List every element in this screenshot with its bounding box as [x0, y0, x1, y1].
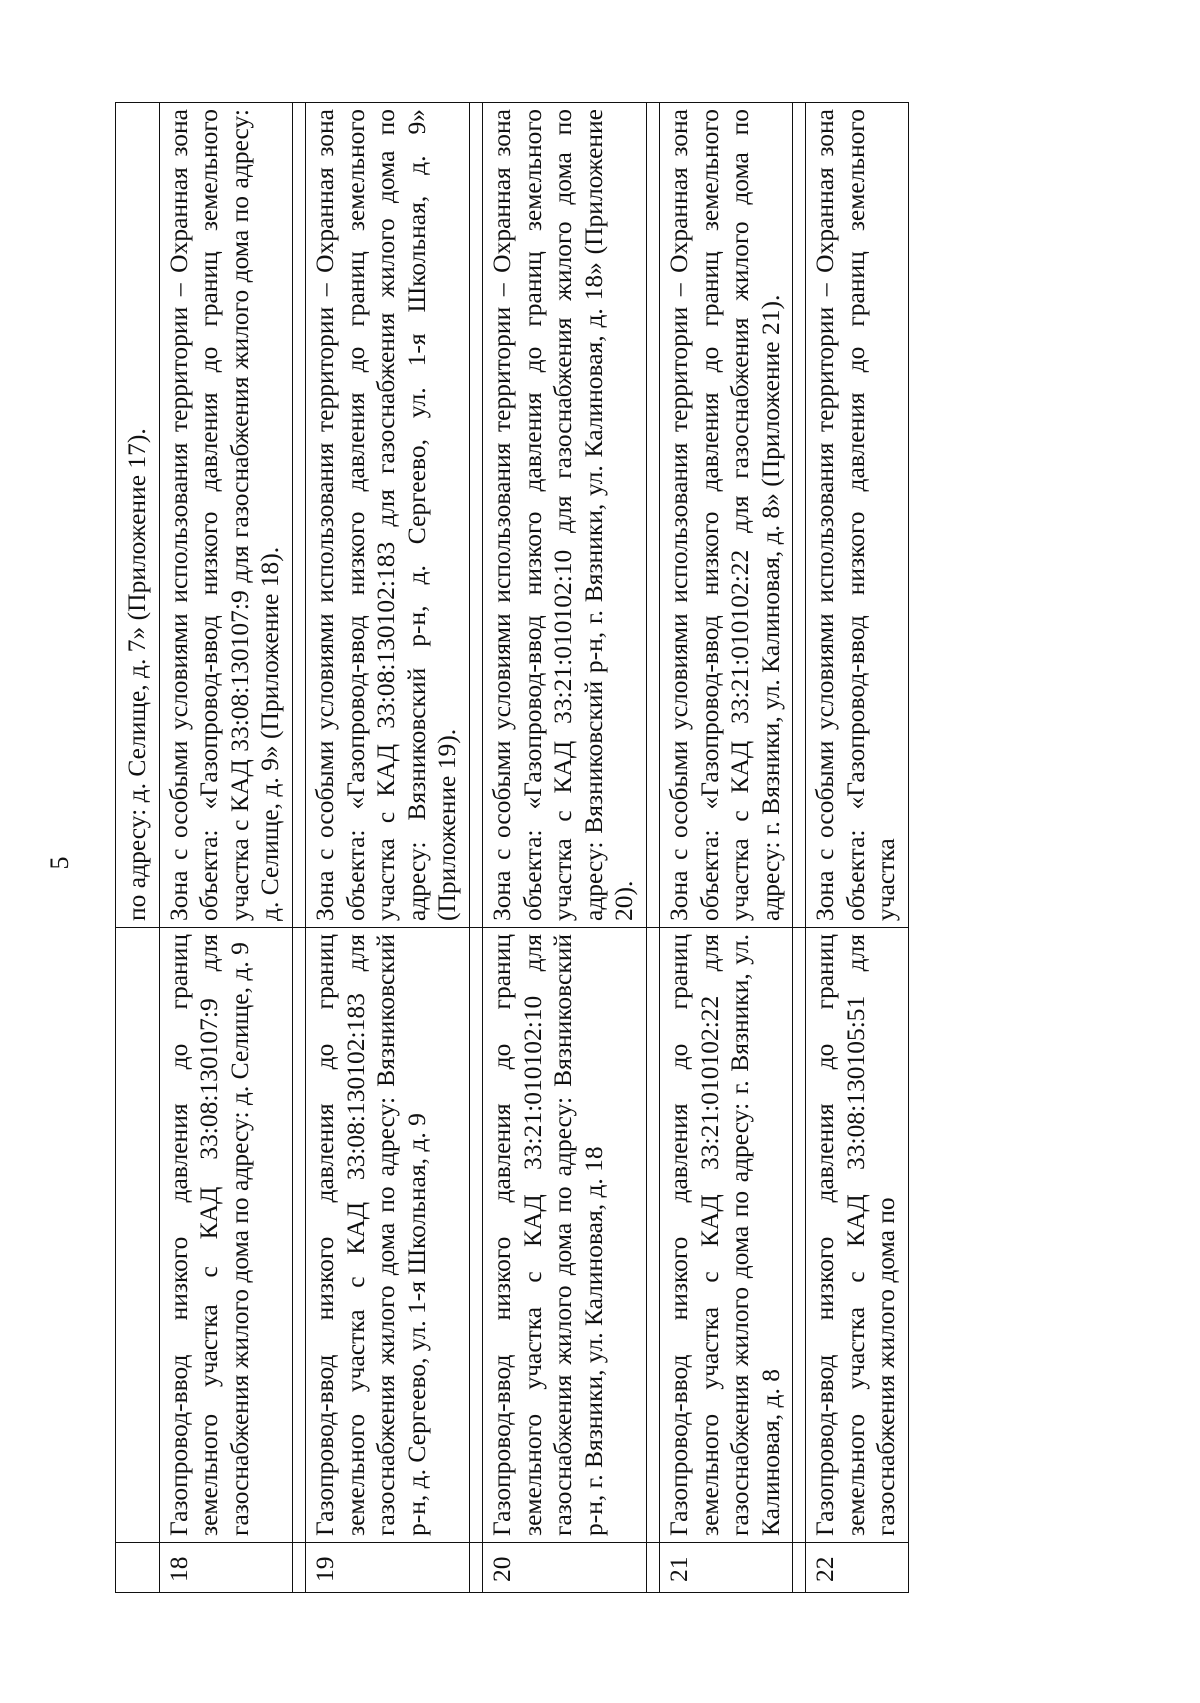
table-row: [159, 103, 292, 1593]
row-number: 21: [659, 1543, 792, 1593]
table-row: [482, 103, 646, 1593]
row-number: 20: [482, 1543, 646, 1593]
row-number: 18: [159, 1543, 292, 1593]
object-description: Газопровод-ввод низкого давления до границ земельного участка с КАД 33:21:010102:10 для газоснабжения жилого дома по адресу: Вязниковский р-н, г. Вязники, ул. Калиновая, д. 18: [482, 928, 646, 1543]
zone-description: Зона с особыми условиями использования территории – Охранная зона объекта: «Газопровод-ввод низкого давления до границ земельного участка с КАД 33:08:130107:9 для газоснабжения жилого дома по адресу: д. Селище, д. 9» (Приложение 18).: [159, 103, 292, 928]
zone-description: по адресу: д. Селище, д. 7» (Приложение 17).: [116, 103, 160, 928]
table-row: [305, 103, 469, 1593]
row-number: 19: [305, 1543, 469, 1593]
object-description: [116, 928, 160, 1543]
zone-description: Зона с особыми условиями использования территории – Охранная зона объекта: «Газопровод-ввод низкого давления до границ земельного участка с КАД 33:21:010102:10 для газоснабжения жилого дома по адресу: Вязниковский р-н, г. Вязники, ул. Калиновая, д. 18» (Приложение 20).: [482, 103, 646, 928]
row-separator: [793, 103, 806, 1593]
object-description: Газопровод-ввод низкого давления до границ земельного участка с КАД 33:08:130102:183 для газоснабжения жилого дома по адресу: Вязниковский р-н, д. Сергеево, ул. 1-я Школьная, д. 9: [305, 928, 469, 1543]
row-separator: [646, 103, 659, 1593]
zone-description: Зона с особыми условиями использования территории – Охранная зона объекта: «Газопровод-ввод низкого давления до границ земельного участка с КАД 33:08:130102:183 для газоснабжения жилого дома по адресу: Вязниковский р-н, д. Сергеево, ул. 1-я Школьная, д. 9» (Приложение 19).: [305, 103, 469, 928]
object-description: Газопровод-ввод низкого давления до границ земельного участка с КАД 33:21:010102:22 для газоснабжения жилого дома по адресу: г. Вязники, ул. Калиновая, д. 8: [659, 928, 792, 1543]
row-number: 22: [806, 1543, 909, 1593]
rotated-content: [45, 103, 1105, 1593]
page-number: 5: [45, 856, 74, 870]
table-row-continuation: [116, 103, 160, 1593]
row-separator: [292, 103, 305, 1593]
table-row: [806, 103, 909, 1593]
row-separator: [469, 103, 482, 1593]
object-description: Газопровод-ввод низкого давления до границ земельного участка с КАД 33:08:130105:51 для газоснабжения жилого дома по: [806, 928, 909, 1543]
zone-description: Зона с особыми условиями использования территории – Охранная зона объекта: «Газопровод-ввод низкого давления до границ земельного участка: [806, 103, 909, 928]
zone-description: Зона с особыми условиями использования территории – Охранная зона объекта: «Газопровод-ввод низкого давления до границ земельного участка с КАД 33:21:010102:22 для газоснабжения жилого дома по адресу: г. Вязники, ул. Калиновая, д. 8» (Приложение 21).: [659, 103, 792, 928]
object-description: Газопровод-ввод низкого давления до границ земельного участка с КАД 33:08:130107:9 для газоснабжения жилого дома по адресу: д. Селище, д. 9: [159, 928, 292, 1543]
zones-table: [115, 102, 909, 1593]
row-number: [116, 1543, 160, 1593]
table-row: [659, 103, 792, 1593]
